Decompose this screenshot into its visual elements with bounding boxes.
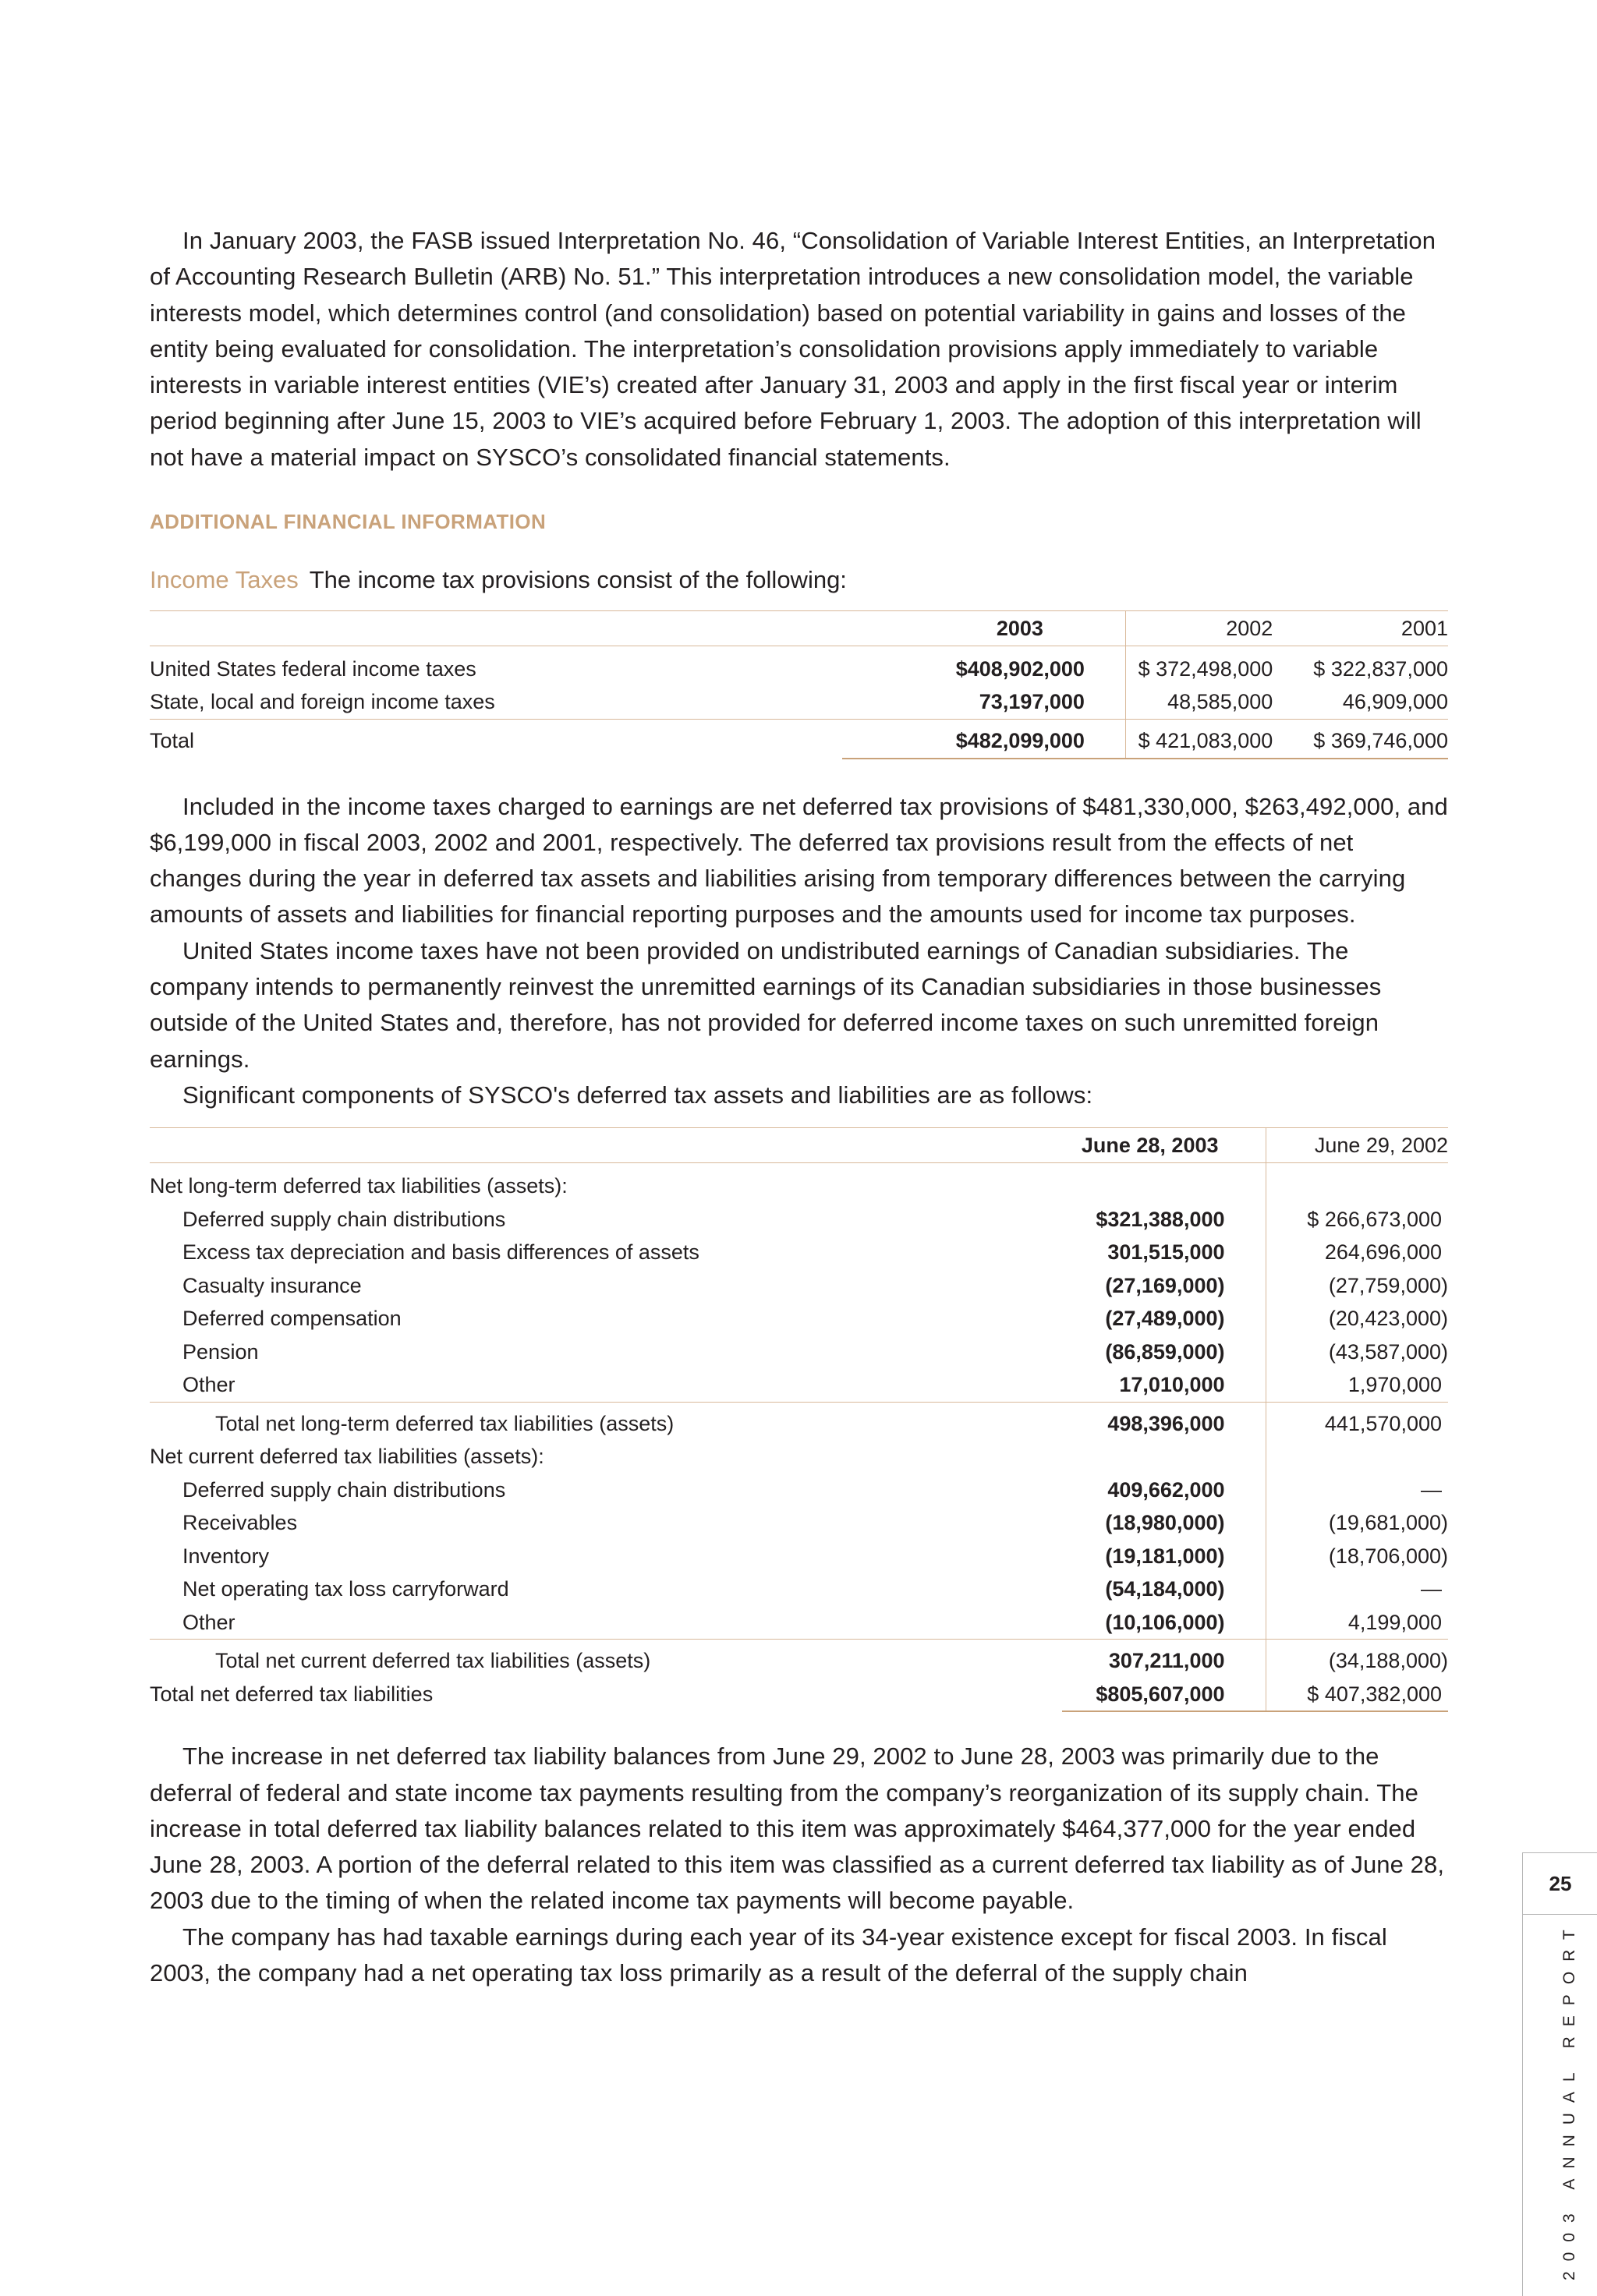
page-content (150, 223, 1448, 1991)
cell-value: 46,909,000 (1342, 690, 1448, 714)
table-subheading-row (150, 1163, 1448, 1203)
row-label: Excess tax depreciation and basis differences of assets (182, 1240, 699, 1264)
deferred-tax-table (150, 1127, 1448, 1712)
row-label: Other (182, 1373, 235, 1396)
table-header-row (150, 611, 1448, 646)
cell-value: 421,083,000 (1156, 728, 1273, 752)
cell-value: 498,396,000 (1062, 1402, 1266, 1440)
dollar-sign: $ (1313, 728, 1326, 752)
table-row (150, 1236, 1448, 1269)
cell-value: (18,980,000) (1062, 1506, 1266, 1540)
dollar-sign: $ (1307, 1207, 1319, 1231)
paragraph-taxable: The company has had taxable earnings during each year of its 34-year existence except for fiscal 2003. In fiscal 2003, the company had a net operating tax loss primarily as a result of the deferral of the supply chain (150, 1923, 1387, 1987)
column-header: June 29, 2002 (1266, 1128, 1448, 1163)
cell-value: (19,181,000) (1062, 1540, 1266, 1573)
cell-value: (18,706,000) (1328, 1544, 1448, 1568)
cell-value: 407,382,000 (1324, 1682, 1442, 1706)
cell-value: 482,099,000 (967, 728, 1085, 752)
table-subtotal-row (150, 1640, 1448, 1678)
section-heading: ADDITIONAL FINANCIAL INFORMATION (150, 510, 547, 534)
cell-value: (27,169,000) (1062, 1269, 1266, 1303)
cell-value: 369,746,000 (1330, 728, 1448, 752)
cell-value: 441,570,000 (1266, 1402, 1448, 1440)
cell-value: 409,662,000 (1062, 1473, 1266, 1507)
dollar-sign: $ (1307, 1682, 1319, 1706)
paragraph-increase: The increase in net deferred tax liability balances from June 29, 2002 to June 28, 2003 was primarily due to the deferral of federal and state income tax payments resulting from the company’s reorganization of its supply chain. The increase in total deferred tax liability balances related to this item was approximately $464,377,000 for the year ended June 28, 2003. A portion of the deferral related to this item was classified as a current deferred tax liability as of June 28, 2003 due to the timing of when the related income tax payments will become payable. (150, 1742, 1445, 1915)
table-total-row (150, 720, 1448, 759)
page-sidebar (1522, 1852, 1597, 2296)
dollar-sign: $ (1138, 656, 1150, 681)
cell-value: 17,010,000 (1062, 1368, 1266, 1402)
table-row (150, 1606, 1448, 1640)
cell-value: (10,106,000) (1062, 1606, 1266, 1640)
row-label: Deferred compensation (182, 1307, 402, 1330)
table-row (150, 1302, 1448, 1336)
row-label: Deferred supply chain distributions (182, 1207, 506, 1231)
table-row (150, 686, 1448, 720)
cell-value: 1,970,000 (1347, 1373, 1442, 1396)
paragraph-canadian: United States income taxes have not been provided on undistributed earnings of Canadian subsidiaries. The company intends to permanently reinvest the unremitted earnings of its Canadian subsidiaries in those businesses outside of the United States and, therefore, has not provided for deferred income taxes on such unremitted foreign earnings. (150, 936, 1382, 1073)
table-row (150, 1368, 1448, 1402)
cell-value: 321,388,000 (1107, 1207, 1225, 1231)
cell-value: — (1421, 1477, 1442, 1502)
row-label: Pension (182, 1339, 259, 1364)
row-label: Net operating tax loss carryforward (182, 1577, 509, 1601)
row-label: Total (150, 720, 842, 759)
income-taxes-label: Income Taxes (150, 566, 299, 594)
cell-value: (43,587,000) (1328, 1339, 1448, 1364)
row-label: Net current deferred tax liabilities (assets): (150, 1445, 544, 1468)
paragraph-components-intro: Significant components of SYSCO's deferred tax assets and liabilities are as follows: (182, 1081, 1093, 1109)
row-label: Inventory (182, 1544, 270, 1568)
cell-value: 264,696,000 (1324, 1240, 1442, 1264)
cell-value: 48,585,000 (1167, 690, 1273, 714)
table-row (150, 1506, 1448, 1540)
cell-value: — (1421, 1577, 1442, 1601)
income-taxes-intro (150, 564, 1448, 596)
table-row (150, 1540, 1448, 1573)
cell-value: 4,199,000 (1347, 1610, 1442, 1634)
table-row (150, 1573, 1448, 1606)
row-label: Total net current deferred tax liabilities (assets) (150, 1640, 1062, 1678)
column-header: 2001 (1313, 611, 1448, 646)
row-label: United States federal income taxes (150, 656, 476, 681)
table-total-row (150, 1678, 1448, 1712)
dollar-sign: $ (955, 656, 968, 681)
cell-value: (34,188,000) (1266, 1640, 1448, 1678)
dollar-sign: $ (1313, 656, 1326, 681)
paragraph-deferred-intro: Included in the income taxes charged to earnings are net deferred tax provisions of $481,330,000, $263,492,000, and $6,199,000 in fiscal 2003, 2002 and 2001, respectively. The deferred tax provisions result from the effects of net changes during the year in deferred tax assets and liabilities arising from temporary differences between the carrying amounts of assets and liabilities for financial reporting purposes and the amounts used for income tax purposes. (150, 792, 1448, 929)
table-subheading-row (150, 1440, 1448, 1473)
cell-value: 301,515,000 (1062, 1236, 1266, 1269)
cell-value: (19,681,000) (1328, 1511, 1448, 1534)
cell-value: 408,902,000 (967, 656, 1085, 681)
row-label: Total net long-term deferred tax liabilities (assets) (150, 1402, 1062, 1440)
cell-value: 805,607,000 (1107, 1682, 1225, 1706)
cell-value: 372,498,000 (1156, 656, 1273, 681)
cell-value: 307,211,000 (1062, 1640, 1266, 1678)
row-label: Net long-term deferred tax liabilities (assets): (150, 1174, 568, 1198)
report-label: 2003 ANNUAL REPORT (1560, 1919, 1578, 2280)
column-header: 2003 (842, 611, 1126, 646)
cell-value: (27,489,000) (1062, 1302, 1266, 1336)
row-label: State, local and foreign income taxes (150, 690, 495, 714)
dollar-sign: $ (955, 728, 968, 752)
dollar-sign: $ (1138, 728, 1150, 752)
row-label: Deferred supply chain distributions (182, 1477, 506, 1502)
dollar-sign: $ (1096, 1682, 1108, 1706)
column-header: 2002 (1125, 611, 1313, 646)
row-label: Other (182, 1610, 235, 1634)
page-number: 25 (1523, 1853, 1597, 1915)
cell-value: (20,423,000) (1328, 1307, 1448, 1330)
cell-value: 73,197,000 (842, 686, 1126, 720)
cell-value: (27,759,000) (1328, 1273, 1448, 1297)
table-row (150, 646, 1448, 686)
table-subtotal-row (150, 1402, 1448, 1440)
cell-value: 266,673,000 (1324, 1207, 1442, 1231)
table-row (150, 1473, 1448, 1507)
income-tax-table (150, 610, 1448, 759)
row-label: Total net deferred tax liabilities (150, 1682, 434, 1706)
table-row (150, 1203, 1448, 1236)
cell-value: (54,184,000) (1062, 1573, 1266, 1606)
dollar-sign: $ (1096, 1207, 1108, 1231)
row-label: Receivables (182, 1511, 298, 1534)
table-row (150, 1269, 1448, 1303)
cell-value: 322,837,000 (1330, 656, 1448, 681)
paragraph-fasb: In January 2003, the FASB issued Interpretation No. 46, “Consolidation of Variable Interest Entities, an Interpretation of Accounting Research Bulletin (ARB) No. 51.” This interpretation introduces a new consolidation model, the variable interests model, which determines control (and consolidation) based on potential variability in gains and losses of the entity being evaluated for consolidation. The interpretation’s consolidation provisions apply immediately to variable interests in variable interest entities (VIE’s) created after January 31, 2003 and apply in the first fiscal year or interim period beginning after June 15, 2003 to VIE’s acquired before February 1, 2003. The adoption of this interpretation will not have a material impact on SYSCO’s consolidated financial statements. (150, 227, 1436, 471)
cell-value: (86,859,000) (1062, 1336, 1266, 1369)
table-header-row (150, 1128, 1448, 1163)
table-row (150, 1336, 1448, 1369)
column-header: June 28, 2003 (1062, 1128, 1266, 1163)
row-label: Casualty insurance (182, 1273, 362, 1297)
income-taxes-intro-text: The income tax provisions consist of the following: (309, 566, 847, 594)
